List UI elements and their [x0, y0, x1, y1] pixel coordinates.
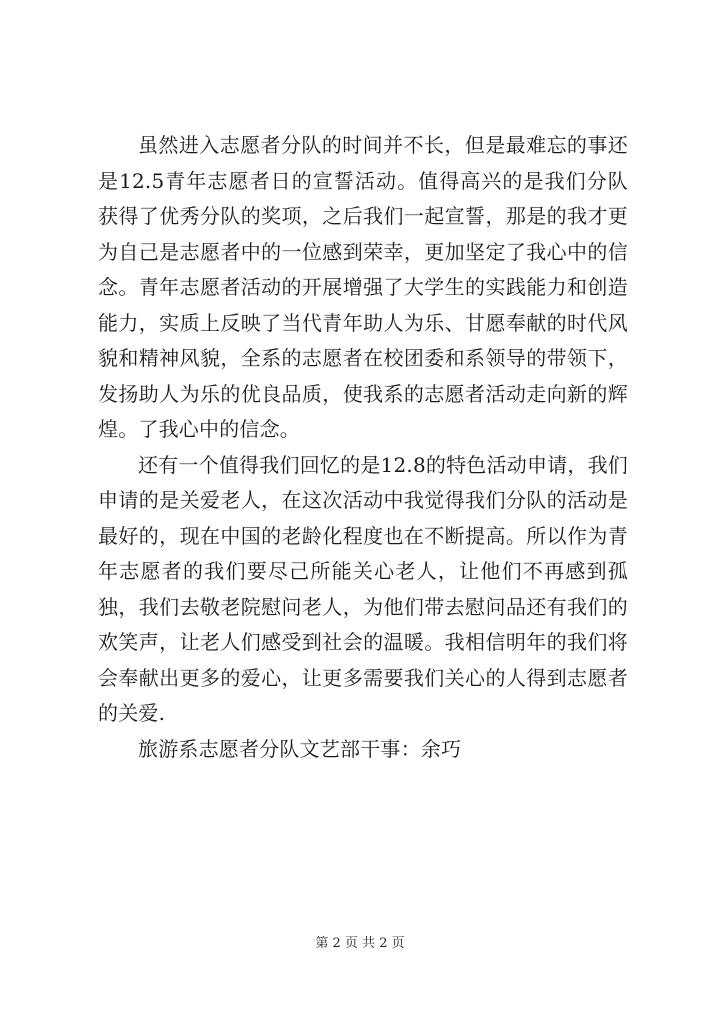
paragraph-2: 还有一个值得我们回忆的是12.8的特色活动申请，我们申请的是关爱老人，在这次活动中我觉得我们分队的活动是最好的，现在中国的老龄化程度也在不断提高。所以作为青年志愿者的我们要尽己所能关心老人，让他们不再感到孤独，我们去敬老院慰问老人，为他们带去慰问品还有我们的欢笑声，让老人们感受到社会的温暖。我相信明年的我们将会奉献出更多的爱心，让更多需要我们关心的人得到志愿者的关爱.: [98, 452, 628, 725]
document-body: [98, 128, 628, 767]
signature-line: 旅游系志愿者分队文艺部干事：余巧: [138, 736, 462, 761]
paragraph-1: 虽然进入志愿者分队的时间并不长，但是最难忘的事还是12.5青年志愿者日的宣誓活动。值得高兴的是我们分队获得了优秀分队的奖项，之后我们一起宣誓，那是的我才更为自己是志愿者中的一位感到荣幸，更加坚定了我心中的信念。青年志愿者活动的开展增强了大学生的实践能力和创造能力，实质上反映了当代青年助人为乐、甘愿奉献的时代风貌和精神风貌，全系的志愿者在校团委和系领导的带领下，发扬助人为乐的优良品质，使我系的志愿者活动走向新的辉煌。了我心中的信念。: [98, 133, 628, 441]
page-footer: 第 2 页 共 2 页: [315, 936, 405, 951]
